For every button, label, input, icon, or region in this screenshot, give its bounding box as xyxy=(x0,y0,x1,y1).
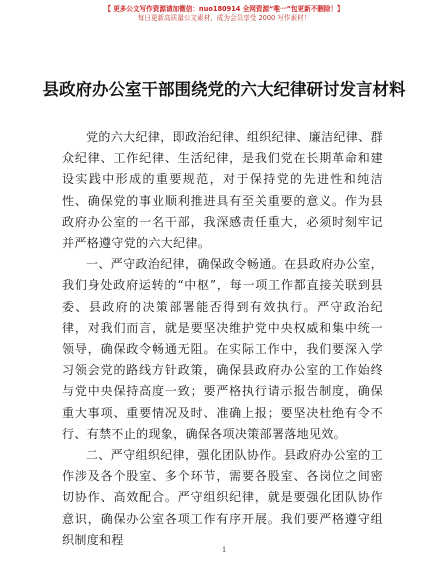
promo-banner-line-2: 每日更新高质量公文素材，成为会员享受 2000 写作素材！ xyxy=(137,14,311,22)
document-body xyxy=(62,127,383,551)
paragraph-intro: 党的六大纪律，即政治纪律、组织纪律、廉洁纪律、群众纪律、工作纪律、生活纪律，是我们党在长期革命和建设实践中形成的重要规范，对于保持党的先进性和纯洁性、确保党的事业顺利推进具有至关重要的意义。作为县政府办公室的一名干部，我深感责任重大，必须时刻牢记并严格遵守党的六大纪律。 xyxy=(62,130,383,251)
promo-banner-line-1: 【 更多公文写作资源请加微信：nuo180914 全网资源“唯一”包更新不删除！】 xyxy=(104,5,344,13)
document-title: 县政府办公室干部围绕党的六大纪律研讨发言材料 xyxy=(42,80,406,99)
paragraph-organizational-discipline: 二、严守组织纪律，强化团队协作。县政府办公室的工作涉及各个股室、多个环节，需要各股室、各岗位之间密切协作、高效配合。严守组织纪律，就是要强化团队协作意识，确保办公室各项工作有序开展。我们要严格遵守组织制度和程 xyxy=(62,448,383,547)
promo-banner xyxy=(0,5,448,23)
page-number: 1 xyxy=(222,545,226,554)
paragraph-political-discipline: 一、严守政治纪律，确保政令畅通。在县政府办公室，我们身处政府运转的“中枢”，每一项工作都直接关联到县委、县政府的决策部署能否得到有效执行。严守政治纪律，对我们而言，就是要坚决维护党中央权威和集中统一领导，确保政令畅通无阻。在实际工作中，我们要深入学习领会党的路线方针政策，确保县政府办公室的工作始终与党中央保持高度一致；要严格执行请示报告制度，确保重大事项、重要情况及时、准确上报；要坚决杜绝有令不行、有禁不止的现象，确保各项决策部署落地见效。 xyxy=(62,257,383,441)
